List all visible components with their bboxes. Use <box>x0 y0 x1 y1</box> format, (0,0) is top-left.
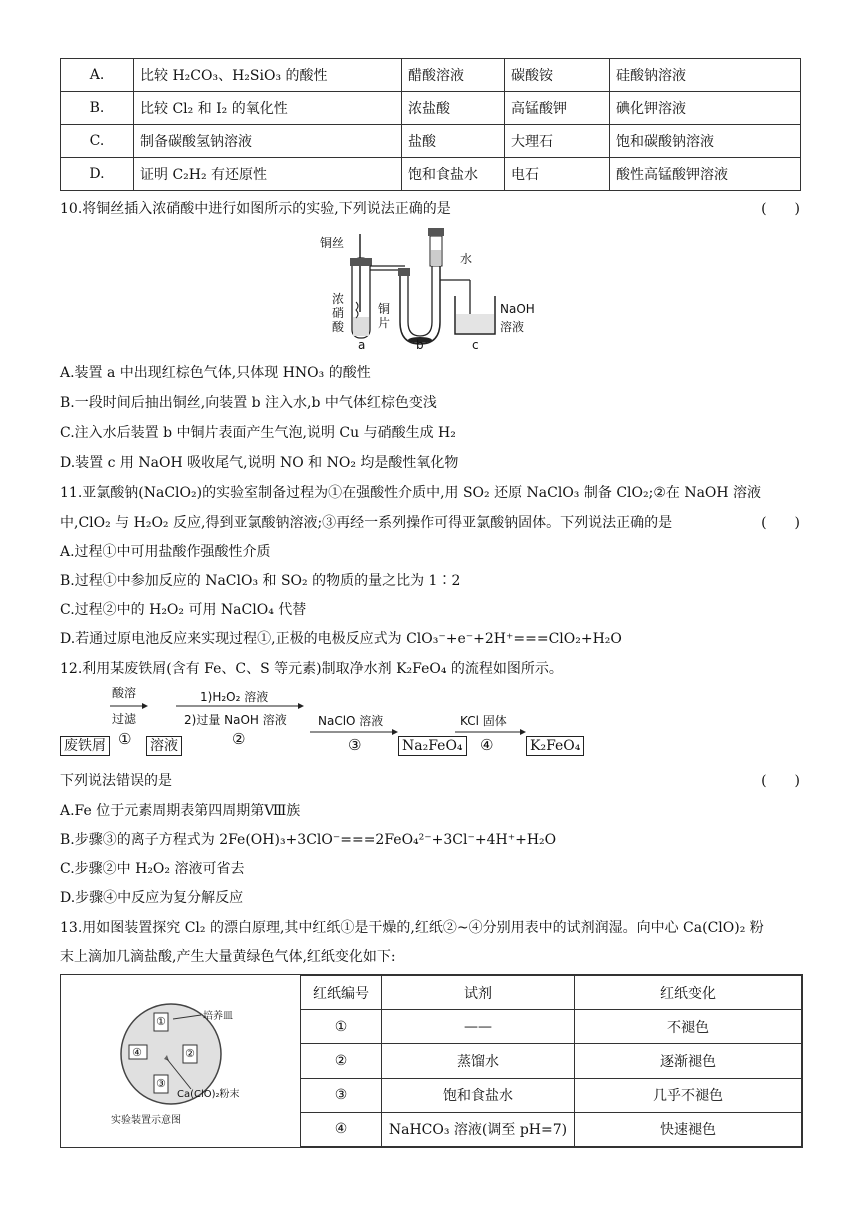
table-cell: 电石 <box>505 158 610 191</box>
paper-1-label: ① <box>156 1015 166 1028</box>
table-cell: 快速褪色 <box>575 1112 802 1146</box>
table-cell: 酸性高锰酸钾溶液 <box>610 158 801 191</box>
q13-dish-figure <box>101 999 291 1129</box>
table-row <box>61 92 801 125</box>
q13-table-container <box>60 974 803 1148</box>
q10-apparatus-figure <box>320 222 540 352</box>
flow-filter: 过滤 <box>112 712 137 726</box>
q11-option-b: B.过程①中参加反应的 NaClO₃ 和 SO₂ 的物质的量之比为 1∶2 <box>60 573 461 589</box>
table-cell: 证明 C₂H₂ 有还原性 <box>134 158 402 191</box>
q10-answer-paren: ( ) <box>761 201 800 217</box>
table-row <box>61 158 801 191</box>
table-row <box>301 1112 802 1146</box>
table-row <box>61 125 801 158</box>
naoh-solution-label: 溶液 <box>500 320 525 334</box>
q10-option-b: B.一段时间后抽出铜丝,向装置 b 注入水,b 中气体红棕色变浅 <box>60 395 437 411</box>
q11-stem-line2: 中,ClO₂ 与 H₂O₂ 反应,得到亚氯酸钠溶液;③再经一系列操作可得亚氯酸钠固体。下列说法正确的是 <box>60 515 673 531</box>
paper-2-label: ② <box>185 1047 195 1060</box>
flow-step4: ④ <box>480 736 494 754</box>
table-cell: 饱和食盐水 <box>382 1078 575 1112</box>
table-header: 红纸编号 <box>301 976 382 1010</box>
q12-flowchart <box>60 684 600 760</box>
q11-option-d: D.若通过原电池反应来实现过程①,正极的电极反应式为 ClO₃⁻+e⁻+2H⁺===ClO₂+H₂O <box>60 631 622 647</box>
paper-3-label: ③ <box>156 1077 166 1090</box>
table-header: 试剂 <box>382 976 575 1010</box>
q13-table <box>300 975 802 1147</box>
table-cell: 饱和碳酸钠溶液 <box>610 125 801 158</box>
table-cell: 比较 H₂CO₃、H₂SiO₃ 的酸性 <box>134 59 402 92</box>
label-b: b <box>416 338 424 352</box>
table-cell: 浓盐酸 <box>402 92 505 125</box>
petri-dish-label: 培养皿 <box>203 1011 233 1022</box>
table-cell: ② <box>301 1044 382 1078</box>
table-header: 红纸变化 <box>575 976 802 1010</box>
table-cell: A. <box>61 59 134 92</box>
table-cell: 硅酸钠溶液 <box>610 59 801 92</box>
q12-option-b: B.步骤③的离子方程式为 2Fe(OH)₃+3ClO⁻===2FeO₄²⁻+3Cl⁻+4H⁺+H₂O <box>60 832 557 848</box>
table-cell: 碘化钾溶液 <box>610 92 801 125</box>
q12-stem: 12.利用某废铁屑(含有 Fe、C、S 等元素)制取净水剂 K₂FeO₄ 的流程如图所示。 <box>60 661 563 677</box>
q10-option-a: A.装置 a 中出现红棕色气体,只体现 HNO₃ 的酸性 <box>60 365 371 381</box>
q12-option-a: A.Fe 位于元素周期表第四周期第Ⅷ族 <box>60 803 301 819</box>
q11-option-c: C.过程②中的 H₂O₂ 可用 NaClO₄ 代替 <box>60 602 307 618</box>
q10-option-c: C.注入水后装置 b 中铜片表面产生气泡,说明 Cu 与硝酸生成 H₂ <box>60 425 456 441</box>
table-row <box>301 1044 802 1078</box>
copper-sheet-label: 铜片 <box>378 302 391 330</box>
table-cell: 醋酸溶液 <box>402 59 505 92</box>
table-cell: C. <box>61 125 134 158</box>
table-cell: ④ <box>301 1112 382 1146</box>
table-cell: ③ <box>301 1078 382 1112</box>
table-cell: 逐渐褪色 <box>575 1044 802 1078</box>
q10-stem: 10.将铜丝插入浓硝酸中进行如图所示的实验,下列说法正确的是 <box>60 201 451 217</box>
table-row <box>61 59 801 92</box>
q12-answer-paren: ( ) <box>761 773 800 789</box>
table-cell: 碳酸铵 <box>505 59 610 92</box>
flow-box-na2feo4: Na₂FeO₄ <box>398 736 467 756</box>
q11-option-a: A.过程①中可用盐酸作强酸性介质 <box>60 544 271 560</box>
table-cell: 大理石 <box>505 125 610 158</box>
table-cell: B. <box>61 92 134 125</box>
q10-option-d: D.装置 c 用 NaOH 吸收尾气,说明 NO 和 NO₂ 均是酸性氧化物 <box>60 455 459 471</box>
water-label: 水 <box>460 252 473 266</box>
flow-acid-dissolve: 酸溶 <box>112 686 137 700</box>
flow-reagent2-h2o2: 1)H₂O₂ 溶液 <box>200 690 269 704</box>
table-cell: 盐酸 <box>402 125 505 158</box>
flow-reagent2-naoh: 2)过量 NaOH 溶液 <box>184 713 287 727</box>
table-cell: —— <box>382 1010 575 1044</box>
label-a: a <box>358 338 366 352</box>
q12-option-d: D.步骤④中反应为复分解反应 <box>60 890 244 906</box>
table-cell: 制备碳酸氢钠溶液 <box>134 125 402 158</box>
figure-caption: 实验装置示意图 <box>111 1115 181 1126</box>
flow-step2: ② <box>232 730 246 748</box>
flow-box-solution: 溶液 <box>146 736 182 756</box>
q9-table <box>60 58 801 191</box>
table-cell: 蒸馏水 <box>382 1044 575 1078</box>
table-header-row <box>301 976 802 1010</box>
table-row <box>301 1078 802 1112</box>
table-cell: 不褪色 <box>575 1010 802 1044</box>
naoh-label: NaOH <box>500 302 535 316</box>
q13-stem-line2: 末上滴加几滴盐酸,产生大量黄绿色气体,红纸变化如下: <box>60 949 396 965</box>
q11-answer-paren: ( ) <box>761 515 800 531</box>
table-cell: ① <box>301 1010 382 1044</box>
q12-option-c: C.步骤②中 H₂O₂ 溶液可省去 <box>60 861 245 877</box>
paper-4-label: ④ <box>132 1046 142 1059</box>
table-cell: 高锰酸钾 <box>505 92 610 125</box>
table-cell: NaHCO₃ 溶液(调至 pH=7) <box>382 1112 575 1146</box>
label-c: c <box>472 338 479 352</box>
conc-nitric-label: 浓硝酸 <box>332 292 345 334</box>
table-row <box>301 1010 802 1044</box>
flow-reagent3: NaClO 溶液 <box>318 714 384 728</box>
q13-stem-line1: 13.用如图装置探究 Cl₂ 的漂白原理,其中红纸①是干燥的,红纸②~④分别用表中的试剂润湿。向中心 Ca(ClO)₂ 粉 <box>60 920 764 936</box>
table-cell: 比较 Cl₂ 和 I₂ 的氧化性 <box>134 92 402 125</box>
powder-label: Ca(ClO)₂粉末 <box>177 1089 240 1100</box>
q11-stem-line1: 11.亚氯酸钠(NaClO₂)的实验室制备过程为①在强酸性介质中,用 SO₂ 还原 NaClO₃ 制备 ClO₂;②在 NaOH 溶液 <box>60 485 762 501</box>
flow-step1: ① <box>118 730 132 748</box>
table-cell: 几乎不褪色 <box>575 1078 802 1112</box>
table-cell: 饱和食盐水 <box>402 158 505 191</box>
flow-reagent4: KCl 固体 <box>460 714 507 728</box>
flow-box-k2feo4: K₂FeO₄ <box>526 736 584 756</box>
q12-question: 下列说法错误的是 <box>60 773 172 789</box>
copper-wire-label: 铜丝 <box>320 236 345 250</box>
table-cell: D. <box>61 158 134 191</box>
flow-step3: ③ <box>348 736 362 754</box>
flow-box-scrap-iron: 废铁屑 <box>60 736 110 756</box>
